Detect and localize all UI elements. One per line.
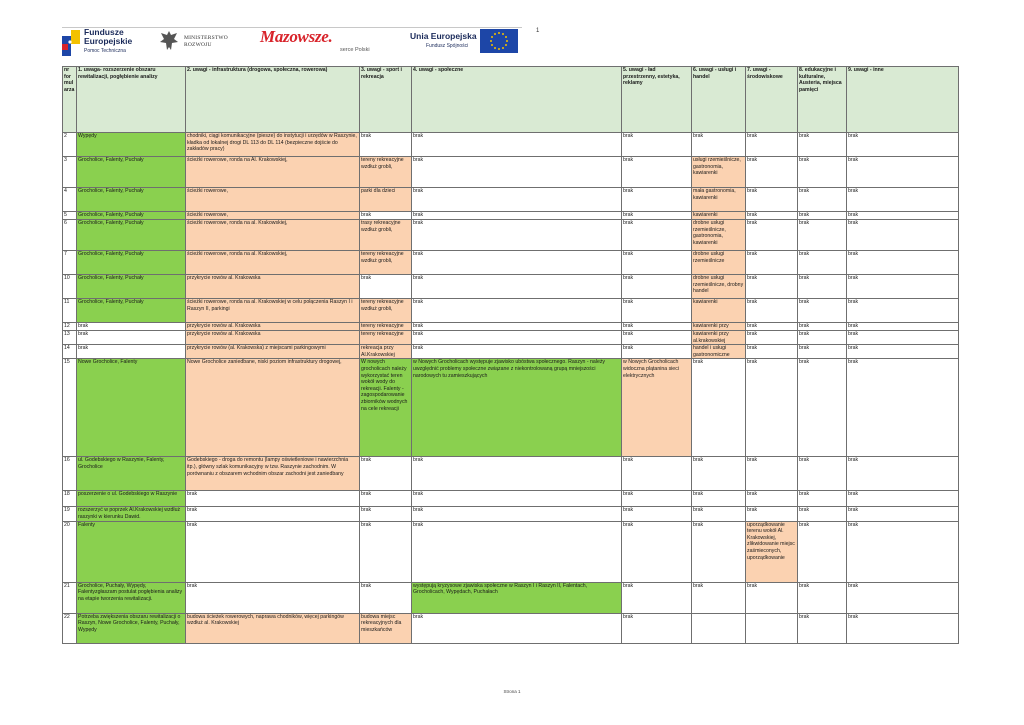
row-number-cell: 6 xyxy=(63,220,77,251)
row-number-cell: 4 xyxy=(63,188,77,212)
table-cell-col-9: brak xyxy=(847,491,959,507)
table-row xyxy=(63,507,959,521)
table-cell-col-8: brak xyxy=(798,157,847,188)
table-cell-col-8: brak xyxy=(798,507,847,521)
table-row xyxy=(63,491,959,507)
table-cell-col-7: brak xyxy=(746,299,798,323)
table-cell-col-3: tereny rekreacyjne xyxy=(360,323,412,331)
table-cell-col-5: brak xyxy=(622,220,692,251)
table-row xyxy=(63,220,959,251)
table-row xyxy=(63,133,959,157)
table-cell-col-2: przykrycie rowów (al. Krakowska) z miejscami parkingowymi xyxy=(186,345,360,359)
table-cell-col-7: brak xyxy=(746,359,798,457)
table-cell-col-2: budowa ścieżek rowerowych, naprawa chodników, więcej parkingów wzdłuż al. Krakowskiej xyxy=(186,613,360,643)
row-number-cell: 13 xyxy=(63,331,77,345)
table-cell-col-6: brak xyxy=(692,359,746,457)
table-cell-col-5: brak xyxy=(622,521,692,582)
table-cell-col-6: handel i usługi gastronomiczne xyxy=(692,345,746,359)
table-cell-col-4: brak xyxy=(412,275,622,299)
table-cell-col-6: kawiarenki xyxy=(692,299,746,323)
row-number-cell: 5 xyxy=(63,212,77,220)
table-cell-col-4: brak xyxy=(412,323,622,331)
table-cell-col-3: brak xyxy=(360,491,412,507)
table-cell-col-2: przykrycie rowów al. Krakowska xyxy=(186,323,360,331)
table-cell-col-9: brak xyxy=(847,331,959,345)
header-col-2: 2. uwagi - infrastruktura (drogowa, społeczna, rowerowa) xyxy=(186,67,360,133)
table-cell-col-8: brak xyxy=(798,521,847,582)
table-cell-col-4: brak xyxy=(412,491,622,507)
table-cell-col-9: brak xyxy=(847,582,959,613)
table-cell-col-6: brak xyxy=(692,521,746,582)
table-cell-col-6: mała gastronomia, kawiarenki xyxy=(692,188,746,212)
table-cell-col-9: brak xyxy=(847,521,959,582)
table-cell-col-8: brak xyxy=(798,299,847,323)
table-cell-col-2: przykrycie rowów al. Krakowska xyxy=(186,331,360,345)
table-cell-col-2: brak xyxy=(186,582,360,613)
row-number-cell: 18 xyxy=(63,491,77,507)
table-row xyxy=(63,275,959,299)
table-cell-col-5: brak xyxy=(622,188,692,212)
table-cell-col-1: Grocholice, Falenty, Puchały xyxy=(77,275,186,299)
table-cell-col-8: brak xyxy=(798,275,847,299)
table-cell-col-6: usługi rzemieślnicze, gastronomia, kawiarenki xyxy=(692,157,746,188)
fe-subtitle: Pomoc Techniczna xyxy=(84,48,126,54)
table-cell-col-5: brak xyxy=(622,457,692,491)
table-cell-col-1: Grocholice, Falenty, Puchały xyxy=(77,299,186,323)
table-row xyxy=(63,157,959,188)
table-row xyxy=(63,323,959,331)
row-number-cell: 7 xyxy=(63,251,77,275)
table-cell-col-8: brak xyxy=(798,359,847,457)
table-cell-col-7: brak xyxy=(746,582,798,613)
table-cell-col-8: brak xyxy=(798,133,847,157)
table-cell-col-1: Wypędy xyxy=(77,133,186,157)
table-cell-col-7: brak xyxy=(746,251,798,275)
table-cell-col-3: rekreacja przy Al.Krakowskiej xyxy=(360,345,412,359)
table-cell-col-2: chodniki, ciągi komunikacyjne (piesze) do instytucji i urzędów w Raszynie, kładka od lokalnej drogi DL 113 do DL 114 (bezpieczne dojście do zakładów pracy) xyxy=(186,133,360,157)
row-number-cell: 14 xyxy=(63,345,77,359)
row-number-cell: 3 xyxy=(63,157,77,188)
table-cell-col-6: brak xyxy=(692,491,746,507)
table-cell-col-3: brak xyxy=(360,212,412,220)
table-row xyxy=(63,613,959,643)
row-number-cell: 16 xyxy=(63,457,77,491)
table-cell-col-4: występują kryzysowe zjawiska społeczne w Raszyn I i Raszyn II, Falentach, Grocholicach, Wypędach, Puchałach xyxy=(412,582,622,613)
table-cell-col-4: brak xyxy=(412,331,622,345)
table-cell-col-8: brak xyxy=(798,582,847,613)
eagle-icon xyxy=(158,29,180,53)
table-cell-col-7: brak xyxy=(746,188,798,212)
table-cell-col-5: brak xyxy=(622,613,692,643)
table-cell-col-3: tereny rekreacyjne wzdłuż grobli, xyxy=(360,299,412,323)
eu-flag-icon xyxy=(480,29,518,53)
table-cell-col-2: Nowe Grocholice zaniedbane, niski poziom infrastruktury drogowej, xyxy=(186,359,360,457)
table-row xyxy=(63,188,959,212)
table-cell-col-6 xyxy=(692,613,746,643)
header-col-7: 7. uwagi - środowiskowe xyxy=(746,67,798,133)
unia-europejska-logo xyxy=(410,24,522,60)
table-row xyxy=(63,521,959,582)
header-nr: nr for mul arza xyxy=(63,67,77,133)
table-cell-col-7 xyxy=(746,613,798,643)
table-cell-col-6: brak xyxy=(692,133,746,157)
header-col-9: 9. uwagi - inne xyxy=(847,67,959,133)
table-cell-col-6: drobne usługi rzemieślnicze, gastronomia, kawiarenki xyxy=(692,220,746,251)
table-cell-col-3: brak xyxy=(360,582,412,613)
table-cell-col-8: brak xyxy=(798,613,847,643)
fundusze-europejskie-logo xyxy=(62,24,152,60)
table-cell-col-5: brak xyxy=(622,133,692,157)
table-cell-col-1: brak xyxy=(77,331,186,345)
table-cell-col-2: brak xyxy=(186,521,360,582)
table-cell-col-8: brak xyxy=(798,345,847,359)
logo-strip xyxy=(62,24,532,60)
row-number-cell: 15 xyxy=(63,359,77,457)
table-cell-col-3: tereny rekreacyjne xyxy=(360,331,412,345)
table-cell-col-5: brak xyxy=(622,507,692,521)
table-cell-col-7: brak xyxy=(746,331,798,345)
page-footer: Strona 1 xyxy=(503,689,521,694)
table-cell-col-2: ścieżki rowerowe, ronda na al. Krakowskiej, xyxy=(186,251,360,275)
table-cell-col-1: Grocholice, Falenty, Puchały xyxy=(77,188,186,212)
table-cell-col-4: brak xyxy=(412,188,622,212)
table-cell-col-1: brak xyxy=(77,323,186,331)
table-cell-col-2: Godebskiego - droga do remontu (lampy oświetleniowe i nawierzchnia itp.), główny szlak komunikacyjny w tzw. Raszynie zachodnim. W porównaniu z obszarem wchodnim obszar zachodni jest zaniedbany xyxy=(186,457,360,491)
table-cell-col-8: brak xyxy=(798,251,847,275)
table-cell-col-7: brak xyxy=(746,345,798,359)
table-cell-col-9: brak xyxy=(847,133,959,157)
table-cell-col-4: brak xyxy=(412,157,622,188)
table-cell-col-9: brak xyxy=(847,507,959,521)
table-row xyxy=(63,212,959,220)
table-cell-col-1: Grocholice, Falenty, Puchały xyxy=(77,212,186,220)
table-cell-col-7: brak xyxy=(746,323,798,331)
table-cell-col-4: brak xyxy=(412,457,622,491)
table-row xyxy=(63,345,959,359)
table-row xyxy=(63,457,959,491)
table-cell-col-7: brak xyxy=(746,457,798,491)
table-cell-col-8: brak xyxy=(798,188,847,212)
header-col-6: 6. uwagi - usługi i handel xyxy=(692,67,746,133)
table-cell-col-8: brak xyxy=(798,491,847,507)
table-cell-col-5: brak xyxy=(622,212,692,220)
table-cell-col-3: brak xyxy=(360,457,412,491)
table-cell-col-4: w Nowych Grocholicach występuje zjawisko ubóstwa społecznego. Raszyn - należy uwzględnić problemy społeczne związane z niekontrolowaną grupą mniejszości narodowych tu zamieszkujących xyxy=(412,359,622,457)
row-number-cell: 20 xyxy=(63,521,77,582)
row-number-cell: 21 xyxy=(63,582,77,613)
table-cell-col-9: brak xyxy=(847,275,959,299)
table-cell-col-6: drobne usługi rzemieślnicze, drobny handel xyxy=(692,275,746,299)
table-cell-col-9: brak xyxy=(847,299,959,323)
ministry-name: MINISTERSTWO ROZWOJU xyxy=(184,35,228,48)
table-cell-col-1: Potrzeba zwiększenia obszaru rewitalizacji o Raszyn, Nowe Grocholice, Falenty, Puchały, Wypędy xyxy=(77,613,186,643)
table-cell-col-3: brak xyxy=(360,507,412,521)
table-cell-col-5: brak xyxy=(622,331,692,345)
table-cell-col-1: brak xyxy=(77,345,186,359)
table-cell-col-2: brak xyxy=(186,491,360,507)
table-cell-col-9: brak xyxy=(847,188,959,212)
table-row xyxy=(63,359,959,457)
table-cell-col-1: rozszerzyć w poprzek Al.Krakowskiej wzdłuż raszynki w kierunku Dawid. xyxy=(77,507,186,521)
table-cell-col-5: brak xyxy=(622,491,692,507)
row-number-cell: 10 xyxy=(63,275,77,299)
table-cell-col-6: brak xyxy=(692,457,746,491)
table-cell-col-4: brak xyxy=(412,521,622,582)
table-cell-col-4: brak xyxy=(412,345,622,359)
table-cell-col-3: brak xyxy=(360,275,412,299)
table-cell-col-2: ścieżki rowerowe, xyxy=(186,188,360,212)
table-cell-col-3: trasy rekreacyjne wzdłuż grobli, xyxy=(360,220,412,251)
table-cell-col-2: ścieżki rowerowe, ronda na al. Krakowskiej, xyxy=(186,220,360,251)
table-cell-col-8: brak xyxy=(798,457,847,491)
row-number-cell: 11 xyxy=(63,299,77,323)
header-col-4: 4. uwagi - społeczne xyxy=(412,67,622,133)
table-cell-col-9: brak xyxy=(847,251,959,275)
table-row xyxy=(63,331,959,345)
table-cell-col-9: brak xyxy=(847,359,959,457)
table-cell-col-2: ścieżki rowerowe, ronda na al. Krakowskiej w celu połączenia Raszyn I i Raszyn II, parkingi xyxy=(186,299,360,323)
table-cell-col-5: brak xyxy=(622,157,692,188)
remarks-table xyxy=(62,66,959,644)
ue-title: Unia Europejska xyxy=(410,31,477,41)
table-cell-col-7: uporządkowanie terenu wokół Al. Krakowskiej, zlikwidowanie miejsc zaśmieconych, uporządkowanie xyxy=(746,521,798,582)
fe-title: Fundusze Europejskie xyxy=(84,27,133,46)
row-number-cell: 12 xyxy=(63,323,77,331)
table-cell-col-3: W nowych grocholicach należy wykorzystać teren wokół wody do rekreacji. Falenty - zagospodarowanie zbiorników wodnych na cele rekreacji xyxy=(360,359,412,457)
table-cell-col-8: brak xyxy=(798,212,847,220)
table-cell-col-7: brak xyxy=(746,157,798,188)
table-cell-col-6: kawiarenki przy al.krakowskiej xyxy=(692,331,746,345)
mazowsze-wordmark: Mazowsze. xyxy=(260,27,333,46)
table-cell-col-2: przykrycie rowów al. Krakowska xyxy=(186,275,360,299)
table-cell-col-9: brak xyxy=(847,457,959,491)
table-cell-col-6: kawiarenki xyxy=(692,212,746,220)
table-cell-col-5: brak xyxy=(622,582,692,613)
table-cell-col-2: ścieżki rowerowe, xyxy=(186,212,360,220)
ministry-logo xyxy=(158,24,238,60)
table-cell-col-4: brak xyxy=(412,133,622,157)
table-cell-col-6: brak xyxy=(692,582,746,613)
table-cell-col-2: brak xyxy=(186,507,360,521)
table-cell-col-1: Grocholice, Falenty, Puchały xyxy=(77,157,186,188)
table-row xyxy=(63,299,959,323)
table-cell-col-5: brak xyxy=(622,251,692,275)
table-cell-col-5: brak xyxy=(622,275,692,299)
table-cell-col-8: brak xyxy=(798,331,847,345)
table-cell-col-9: brak xyxy=(847,220,959,251)
table-cell-col-3: tereny rekreacyjne wzdłuż grobli, xyxy=(360,251,412,275)
row-number-cell: 19 xyxy=(63,507,77,521)
table-cell-col-7: brak xyxy=(746,133,798,157)
table-cell-col-8: brak xyxy=(798,323,847,331)
table-cell-col-9: brak xyxy=(847,345,959,359)
mazowsze-tagline: serce Polski xyxy=(340,47,370,53)
table-cell-col-4: brak xyxy=(412,507,622,521)
table-cell-col-6: kawiarenki przy xyxy=(692,323,746,331)
table-cell-col-1: Falenty xyxy=(77,521,186,582)
table-cell-col-1: Grocholice, Falenty, Puchały xyxy=(77,251,186,275)
table-cell-col-7: brak xyxy=(746,275,798,299)
table-cell-col-6: brak xyxy=(692,507,746,521)
table-cell-col-3: brak xyxy=(360,133,412,157)
table-cell-col-5: brak xyxy=(622,299,692,323)
table-cell-col-1: Nowe Grocholice, Falenty xyxy=(77,359,186,457)
header-col-3: 3. uwagi - sport i rekreacja xyxy=(360,67,412,133)
table-cell-col-1: ul. Godebskiego w Raszynie, Falenty, Grocholice xyxy=(77,457,186,491)
table-cell-col-5: brak xyxy=(622,323,692,331)
table-cell-col-4: brak xyxy=(412,299,622,323)
table-cell-col-7: brak xyxy=(746,212,798,220)
header-col-8: 8. edukacyjne i kulturalne, Austeria, miejsca pamięci xyxy=(798,67,847,133)
table-cell-col-6: drobne usługi rzemieślnicze xyxy=(692,251,746,275)
table-cell-col-9: brak xyxy=(847,613,959,643)
table-cell-col-7: brak xyxy=(746,220,798,251)
page-number-top: 1 xyxy=(536,28,540,34)
table-cell-col-9: brak xyxy=(847,157,959,188)
table-cell-col-5: w Nowych Grocholicach widoczna plątanina sieci elektrycznych xyxy=(622,359,692,457)
table-cell-col-9: brak xyxy=(847,323,959,331)
table-header-row xyxy=(63,67,959,133)
table-cell-col-2: ścieżki rowerowe, ronda na Al. Krakowskiej, xyxy=(186,157,360,188)
table-cell-col-1: Grocholice, Puchały, Wypędy, Falentyzgłaszam postulat pogłębienia analizy na etapie tworzenia rewitalizacji. xyxy=(77,582,186,613)
table-cell-col-7: brak xyxy=(746,491,798,507)
table-cell-col-3: budowa miejsc rekreacyjnych dla mieszkańców xyxy=(360,613,412,643)
table-cell-col-4: brak xyxy=(412,613,622,643)
ue-subtitle: Fundusz Spójności xyxy=(426,43,469,49)
table-cell-col-3: parki dla dzieci xyxy=(360,188,412,212)
row-number-cell: 2 xyxy=(63,133,77,157)
fe-star-icon xyxy=(62,30,80,56)
table-row xyxy=(63,251,959,275)
table-cell-col-3: brak xyxy=(360,521,412,582)
row-number-cell: 22 xyxy=(63,613,77,643)
table-cell-col-4: brak xyxy=(412,251,622,275)
mazowsze-logo xyxy=(260,24,380,60)
table-cell-col-7: brak xyxy=(746,507,798,521)
table-cell-col-8: brak xyxy=(798,220,847,251)
table-cell-col-4: brak xyxy=(412,212,622,220)
header-col-5: 5. uwagi - ład przestrzenny, estetyka, reklamy xyxy=(622,67,692,133)
table-cell-col-1: poszerzenie o ul. Godebskiego w Raszynie xyxy=(77,491,186,507)
table-cell-col-9: brak xyxy=(847,212,959,220)
table-cell-col-3: tereny rekreacyjne wzdłuż grobli, xyxy=(360,157,412,188)
table-cell-col-4: brak xyxy=(412,220,622,251)
table-cell-col-5: brak xyxy=(622,345,692,359)
table-cell-col-1: Grocholice, Falenty, Puchały xyxy=(77,220,186,251)
table-row xyxy=(63,582,959,613)
header-col-1: 1. uwaga- rozszerzenie obszaru rewitalizacji, pogłębienie analizy xyxy=(77,67,186,133)
